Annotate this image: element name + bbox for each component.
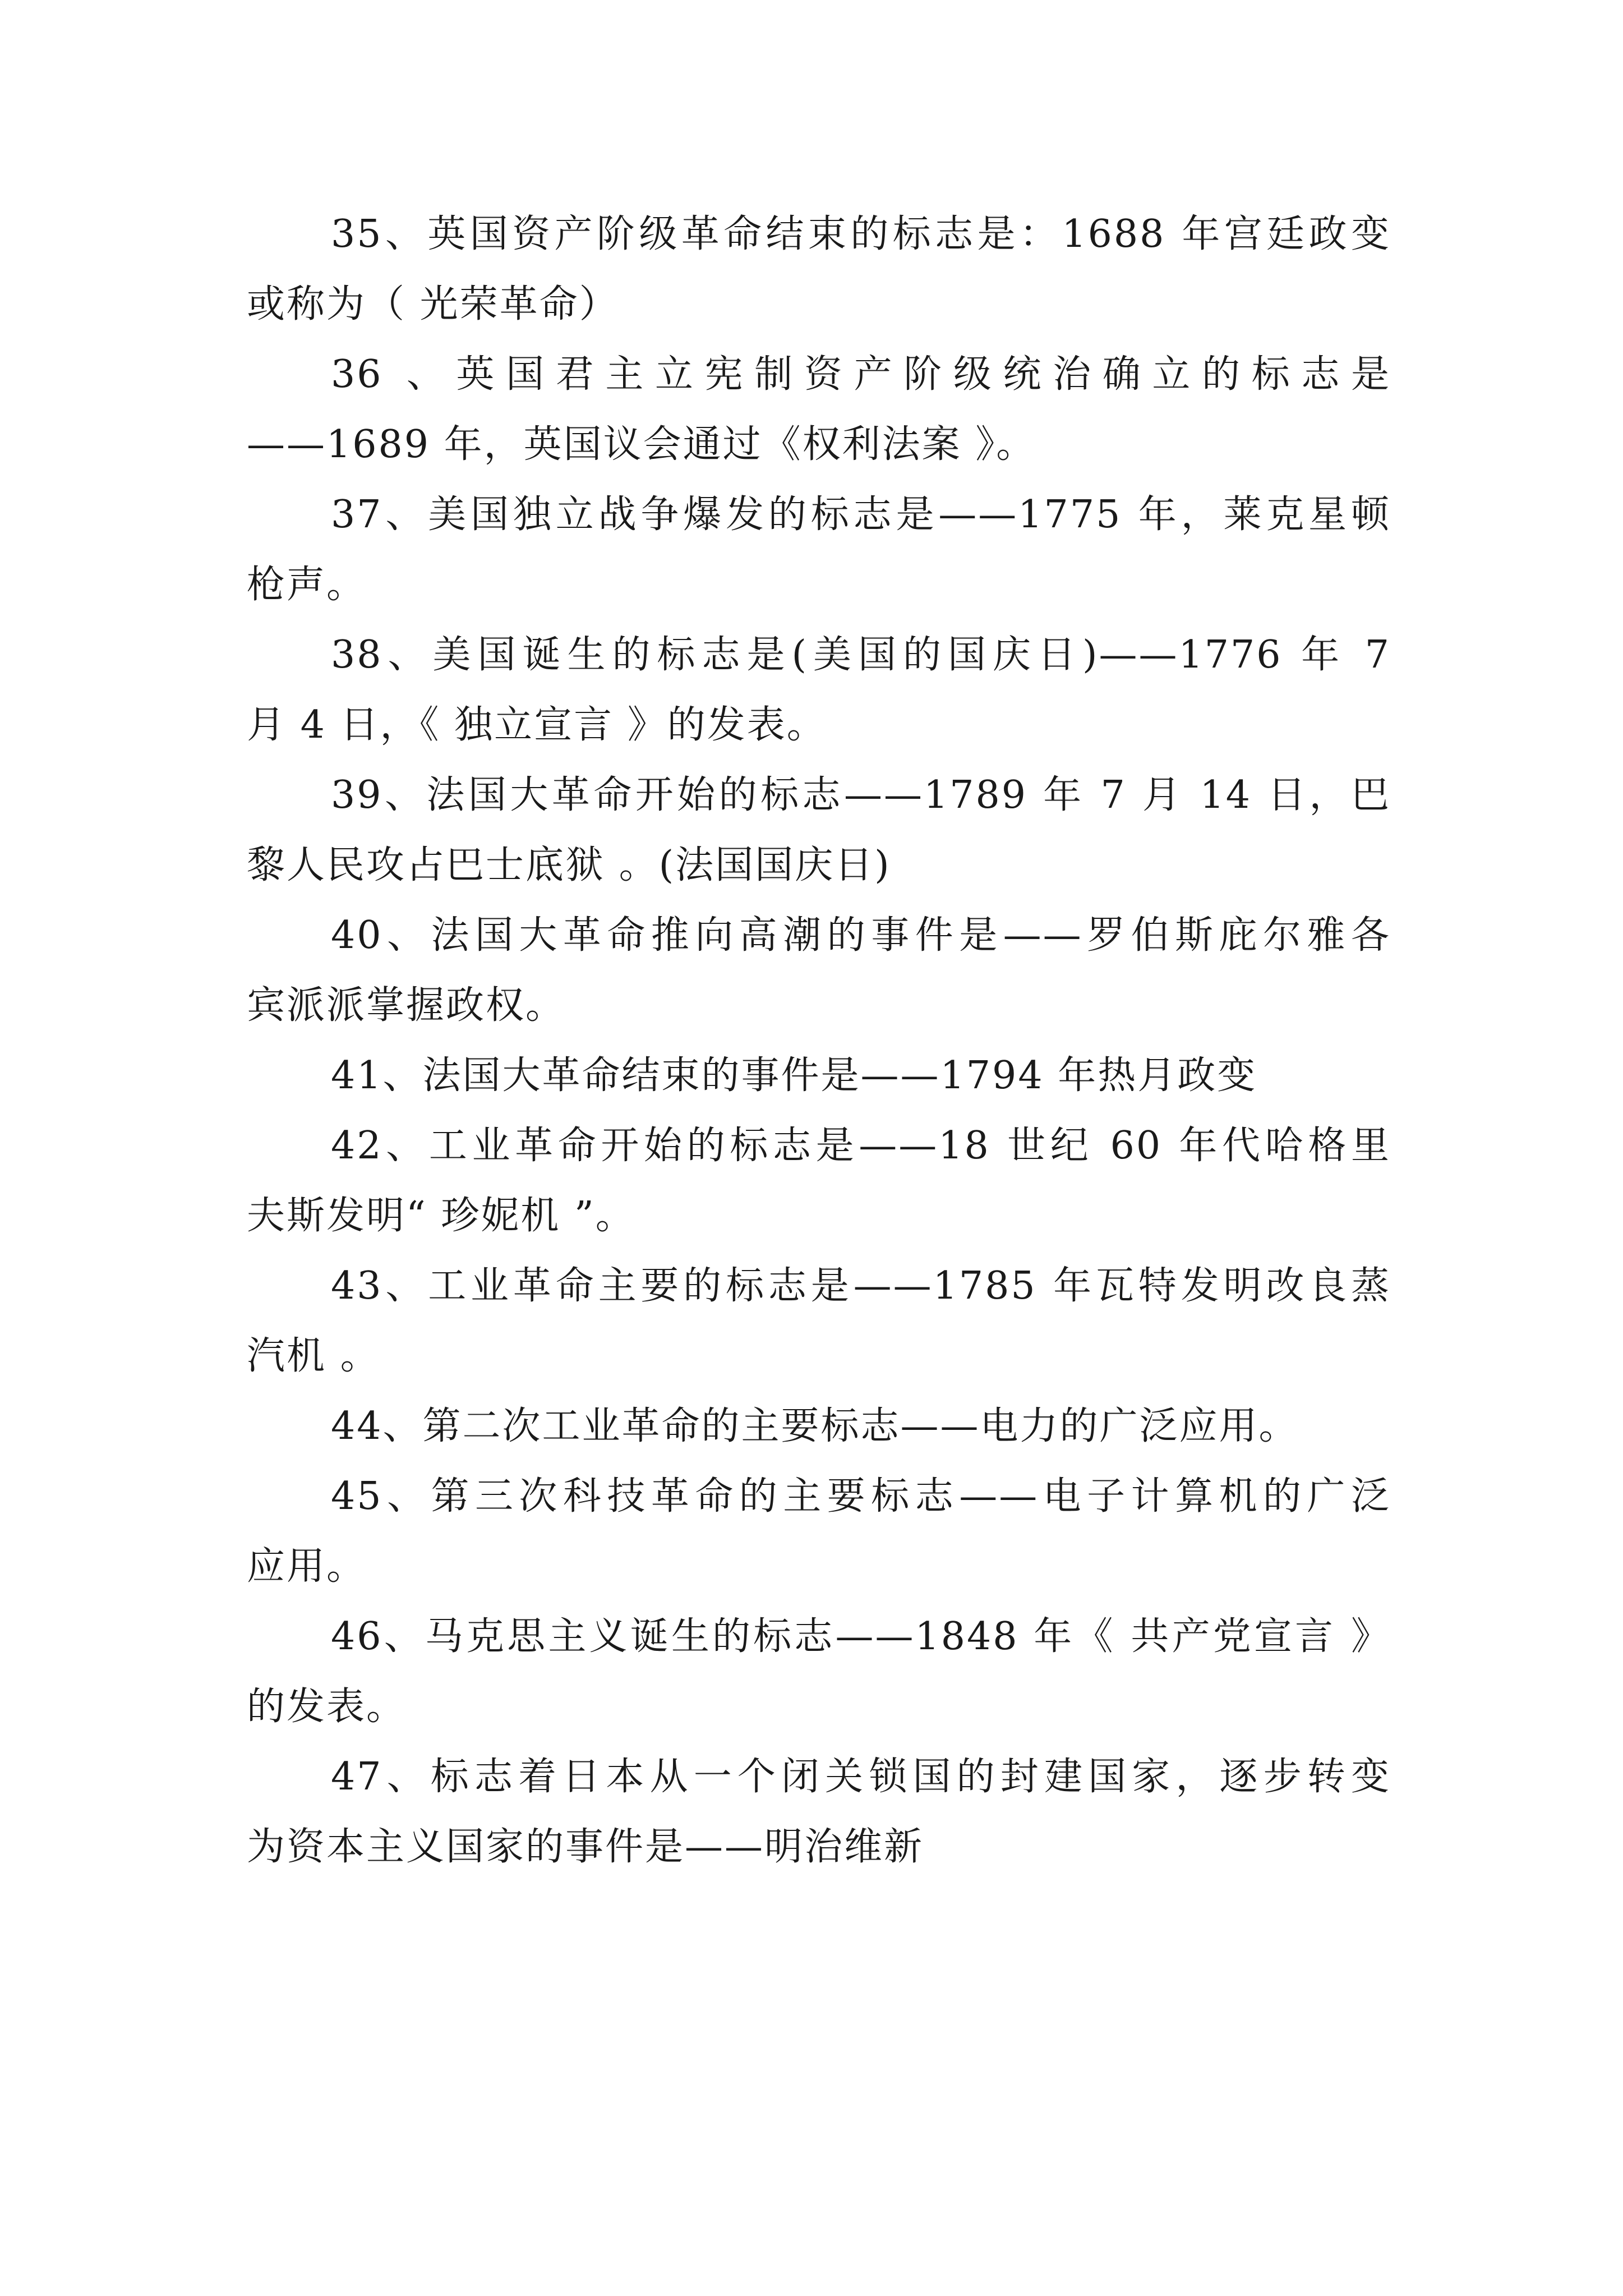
item-36-line-1: 36 、英国君主立宪制资产阶级统治确立的标志是	[331, 352, 1391, 397]
item-39-line-1: 39、法国大革命开始的标志——1789 年 7 月 14 日，巴	[331, 773, 1391, 817]
item-37-line-1: 37、美国独立战争爆发的标志是——1775 年，莱克星顿	[331, 493, 1391, 537]
item-38-line-1: 38、美国诞生的标志是(美国的国庆日)——1776 年 7	[331, 633, 1391, 677]
item-35-line-2: 或称为（ 光荣革命）	[247, 282, 619, 326]
item-46-line-2: 的发表。	[247, 1685, 407, 1729]
document-body	[247, 199, 1391, 1882]
item-47-line-2: 为资本主义国家的事件是——明治维新	[247, 1825, 924, 1869]
item-42-line-2: 夫斯发明“ 珍妮机 ”。	[247, 1194, 635, 1238]
item-40-line-2: 宾派派掌握政权。	[247, 983, 566, 1028]
item-45-line-1: 45、第三次科技革命的主要标志——电子计算机的广泛	[331, 1474, 1391, 1519]
item-44-line-1: 44、第二次工业革命的主要标志——电力的广泛应用。	[331, 1404, 1299, 1448]
item-38-line-2: 月 4 日，《 独立宣言 》的发表。	[247, 703, 827, 747]
item-46-line-1: 46、马克思主义诞生的标志——1848 年《 共产党宣言 》	[331, 1614, 1391, 1659]
item-43-line-2: 汽机 。	[247, 1334, 380, 1378]
item-40-line-1: 40、法国大革命推向高潮的事件是——罗伯斯庇尔雅各	[331, 913, 1391, 958]
item-42-line-1: 42、工业革命开始的标志是——18 世纪 60 年代哈格里	[331, 1124, 1391, 1168]
item-39-line-2: 黎人民攻占巴士底狱 。(法国国庆日)	[247, 843, 891, 887]
item-35-line-1: 35、英国资产阶级革命结束的标志是：1688 年宫廷政变	[331, 212, 1391, 256]
item-43-line-1: 43、工业革命主要的标志是——1785 年瓦特发明改良蒸	[331, 1264, 1391, 1308]
item-36-line-2: ——1689 年，英国议会通过《权利法案 》。	[247, 422, 1036, 467]
item-37-line-2: 枪声。	[247, 563, 367, 607]
item-41-line-1: 41、法国大革命结束的事件是——1794 年热月政变	[331, 1053, 1257, 1098]
item-47-line-1: 47、标志着日本从一个闭关锁国的封建国家，逐步转变	[331, 1755, 1391, 1799]
item-45-line-2: 应用。	[247, 1544, 367, 1589]
